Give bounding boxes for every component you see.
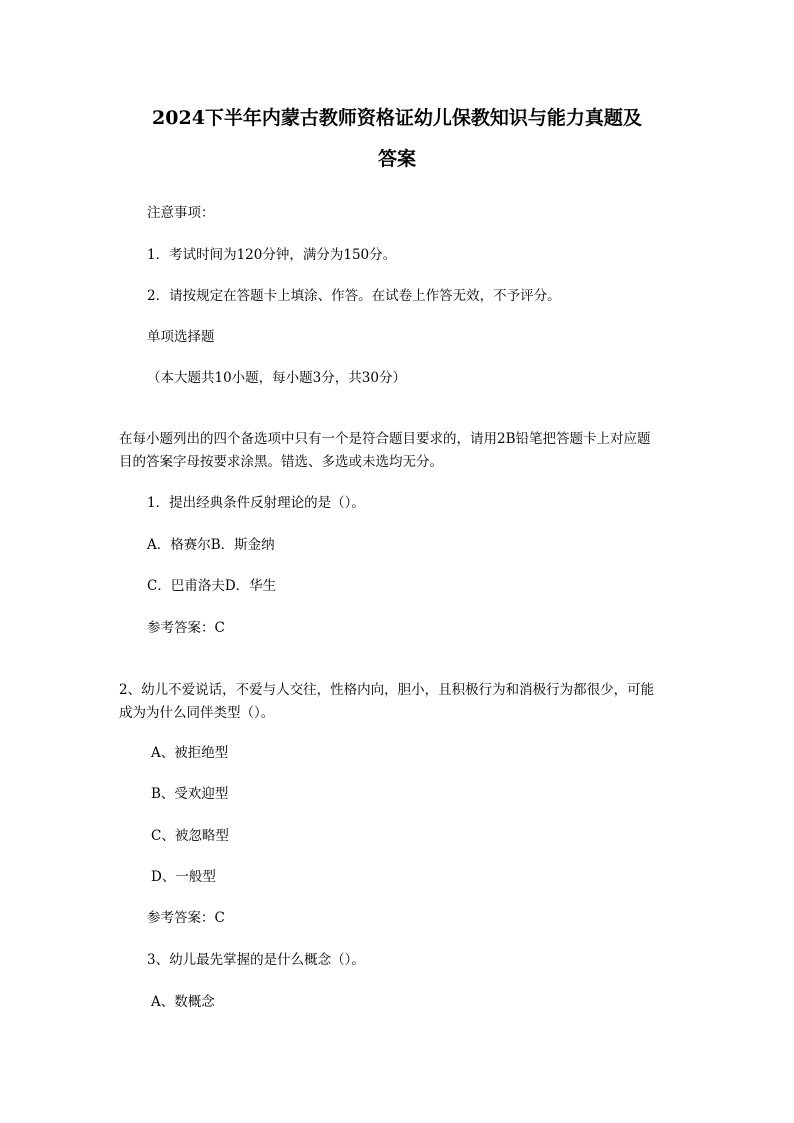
instruction-line-1: 在每小题列出的四个备选项中只有一个是符合题目要求的，请用2B铅笔把答题卡上对应题	[119, 431, 651, 447]
section-note: （本大题共10小题，每小题3分，共30分）	[147, 370, 406, 386]
notice-item-1: 1．考试时间为120分钟，满分为150分。	[147, 247, 397, 263]
question-1-options-ab: A．格赛尔B．斯金纳	[147, 537, 275, 553]
question-2-answer: 参考答案：C	[147, 910, 225, 926]
question-1-stem: 1．提出经典条件反射理论的是（）。	[147, 495, 365, 511]
question-1-answer: 参考答案：C	[147, 620, 225, 636]
question-2-stem-line-1: 2、幼儿不爱说话，不爱与人交往，性格内向，胆小，且积极行为和消极行为都很少，可能	[119, 682, 655, 698]
notice-heading: 注意事项：	[147, 205, 215, 221]
question-2-option-d: D、一般型	[151, 869, 216, 885]
question-1-options-cd: C．巴甫洛夫D．华生	[147, 578, 277, 594]
instruction-line-2: 目的答案字母按要求涂黑。错选、多选或未选均无分。	[119, 454, 443, 470]
document-title-line2: 答案	[377, 148, 416, 170]
question-3-stem: 3、幼儿最先掌握的是什么概念（）。	[147, 952, 365, 968]
question-2-stem-line-2: 成为为什么同伴类型（）。	[119, 705, 275, 721]
question-2-option-a: A、被拒绝型	[151, 745, 229, 761]
question-2-option-c: C、被忽略型	[151, 828, 229, 844]
question-3-option-a: A、数概念	[151, 994, 215, 1010]
notice-item-2: 2．请按规定在答题卡上填涂、作答。在试卷上作答无效，不予评分。	[147, 288, 561, 304]
section-title: 单项选择题	[147, 329, 215, 345]
question-2-option-b: B、受欢迎型	[151, 786, 229, 802]
document-title-line1: 2024下半年内蒙古教师资格证幼儿保教知识与能力真题及	[152, 107, 642, 129]
